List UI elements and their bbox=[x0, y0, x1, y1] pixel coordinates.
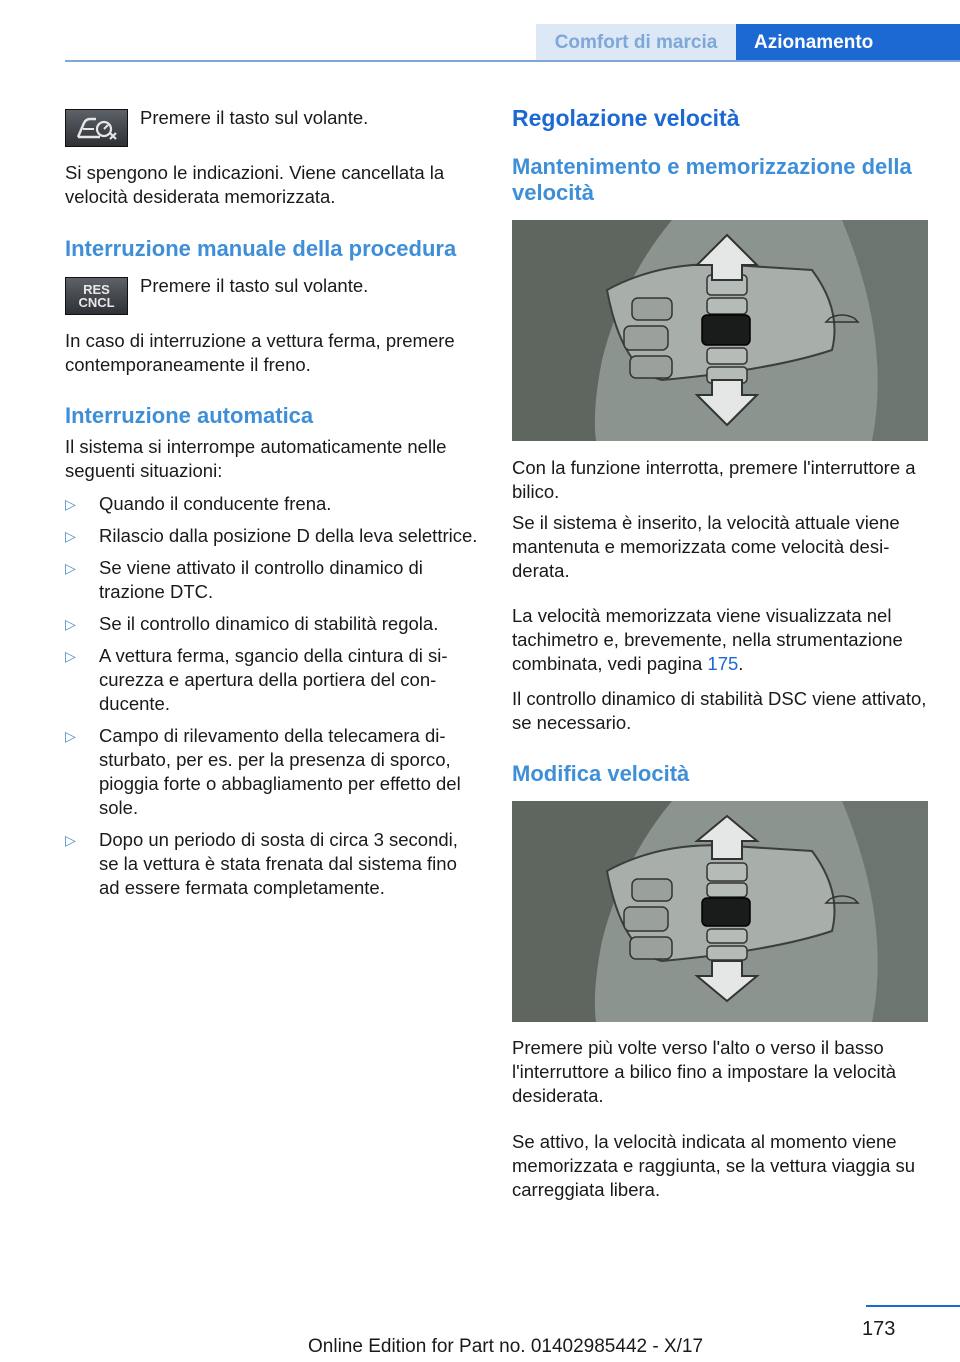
cruise-control-icon bbox=[74, 115, 120, 141]
list-item bbox=[65, 492, 480, 516]
header-tab-active[interactable]: Azionamento bbox=[736, 24, 960, 62]
list-item-text: Rilascio dalla posizione D della leva selettrice. bbox=[99, 525, 478, 546]
paragraph-end: . bbox=[738, 653, 744, 674]
triangle-bullet-icon: ▷ bbox=[65, 648, 76, 664]
list-item-text: Se viene attivato il controllo dinamico di trazione DTC. bbox=[99, 557, 423, 602]
paragraph-speed-displayed bbox=[512, 604, 932, 676]
steering-wheel-photo-2 bbox=[512, 801, 928, 1022]
triangle-bullet-icon: ▷ bbox=[65, 496, 76, 512]
paragraph-brake-interruption: In caso di interruzione a vettura ferma, premere contemporaneamente il freno. bbox=[65, 330, 455, 375]
triangle-bullet-icon: ▷ bbox=[65, 616, 76, 632]
cruise-control-button bbox=[65, 109, 128, 147]
bullet-list bbox=[65, 492, 480, 908]
list-item bbox=[65, 724, 480, 820]
heading-auto-interruption: Interruzione automatica bbox=[65, 403, 314, 428]
list-item-text: A vettura ferma, sgancio della cintura di sicurezza e apertura della portiera del conducente. bbox=[99, 645, 448, 714]
list-item-text: Dopo un periodo di sosta di circa 3 secondi, se la vettura è stata frenata dal sistema fino ad essere fermata completamente. bbox=[99, 829, 458, 898]
steering-wheel-photo-1 bbox=[512, 220, 928, 441]
instruction-press-button-2: Premere il tasto sul volante. bbox=[140, 275, 369, 296]
cncl-label: CNCL bbox=[78, 295, 115, 310]
paragraph-speed-maintained: Se il sistema è inserito, la velocità attuale viene mantenuta e memorizzata come velocità desiderata. bbox=[512, 512, 900, 581]
heading-speed-regulation: Regolazione velocità bbox=[512, 105, 740, 131]
triangle-bullet-icon: ▷ bbox=[65, 560, 76, 576]
instruction-press-button: Premere il tasto sul volante. bbox=[140, 107, 369, 128]
paragraph-dsc-activated: Il controllo dinamico di stabilità DSC viene attivato, se necessario. bbox=[512, 688, 927, 733]
list-item-text: Quando il conducente frena. bbox=[99, 493, 332, 514]
triangle-bullet-icon: ▷ bbox=[65, 728, 76, 744]
footer-rule bbox=[866, 1305, 960, 1307]
paragraph-speed-reached: Se attivo, la velocità indicata al momento viene memorizzata e raggiunta, se la vettura viaggia su carreggiata libera. bbox=[512, 1131, 916, 1200]
paragraph-press-rocker: Con la funzione interrotta, premere l'interruttore a bilico. bbox=[512, 457, 916, 502]
list-item-text: Campo di rilevamento della telecamera disturbato, per es. per la presenza di sporco, pioggia forte o abbagliamento per effetto del sole. bbox=[99, 725, 461, 818]
res-cncl-label bbox=[78, 283, 114, 309]
heading-maintain-store-speed: Mantenimento e memorizzazione della velocità bbox=[512, 154, 912, 205]
list-item-text: Se il controllo dinamico di stabilità regola. bbox=[99, 613, 439, 634]
triangle-bullet-icon: ▷ bbox=[65, 528, 76, 544]
paragraph-press-repeatedly: Premere più volte verso l'alto o verso il basso l'interruttore a bilico fino a impostare la velocità desiderata. bbox=[512, 1037, 896, 1106]
paragraph-text: La velocità memorizzata viene visualizzata nel tachimetro e, brevemente, nella strumentazione combinata, vedi pagina bbox=[512, 605, 903, 674]
paragraph-indications-off: Si spengono le indicazioni. Viene cancellata la velocità desiderata memorizzata. bbox=[65, 162, 445, 207]
page-link-175[interactable]: 175 bbox=[707, 653, 739, 674]
page-number: 173 bbox=[862, 1318, 896, 1340]
heading-modify-speed: Modifica velocità bbox=[512, 761, 690, 786]
list-item bbox=[65, 828, 480, 900]
header-rule bbox=[65, 60, 960, 62]
list-item bbox=[65, 556, 480, 604]
header-tab-section[interactable]: Comfort di marcia bbox=[536, 24, 736, 62]
list-item bbox=[65, 644, 480, 716]
heading-manual-interruption: Interruzione manuale della procedura bbox=[65, 236, 457, 261]
list-item bbox=[65, 524, 480, 548]
paragraph-auto-situations: Il sistema si interrompe automaticamente nelle seguenti situazioni: bbox=[65, 436, 447, 481]
footer-edition: Online Edition for Part no. 01402985442 - X/17 bbox=[308, 1336, 704, 1357]
res-label: RES bbox=[83, 282, 110, 297]
list-item bbox=[65, 612, 480, 636]
res-cncl-button bbox=[65, 277, 128, 315]
triangle-bullet-icon: ▷ bbox=[65, 832, 76, 848]
